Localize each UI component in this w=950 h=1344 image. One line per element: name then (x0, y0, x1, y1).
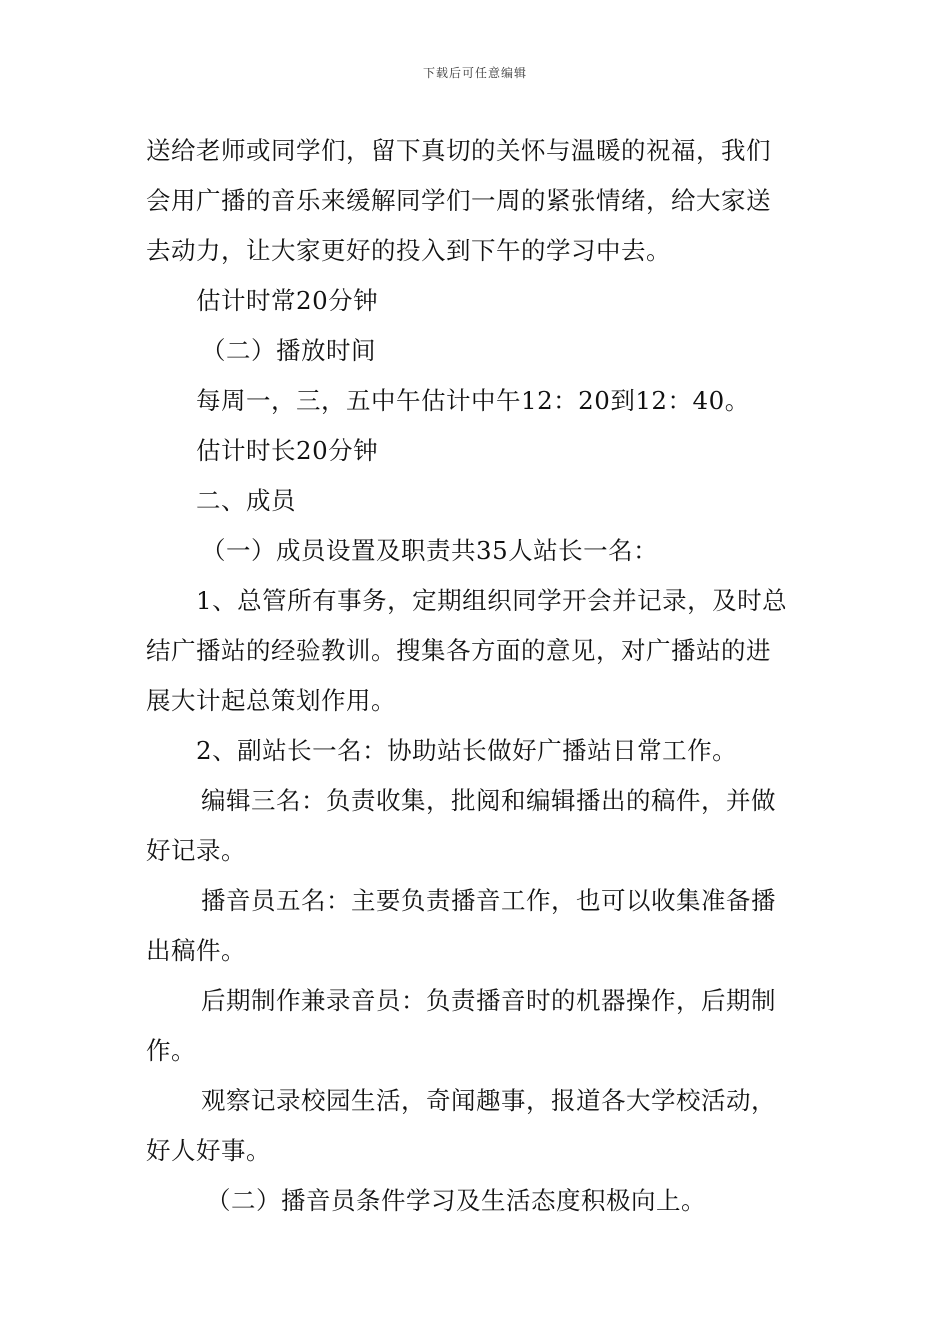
section-heading: （二）播音员条件学习及生活态度积极向上。 (206, 1186, 706, 1215)
section-heading: （二）播放时间 (201, 336, 376, 365)
paragraph-line: 会用广播的音乐来缓解同学们一周的紧张情绪，给大家送 (146, 186, 771, 215)
paragraph-line: 送给老师或同学们，留下真切的关怀与温暖的祝福，我们 (146, 136, 771, 165)
page-header: 下载后可任意编辑 (422, 66, 527, 80)
paragraph-line: 出稿件。 (146, 936, 246, 965)
section-heading: 二、成员 (196, 486, 296, 515)
section-heading: （一）成员设置及职责共35人站长一名： (201, 536, 659, 565)
paragraph-line: 1、总管所有事务，定期组织同学开会并记录，及时总 (196, 586, 788, 615)
paragraph-line: 作。 (146, 1036, 196, 1065)
paragraph-line: 后期制作兼录音员：负责播音时的机器操作，后期制 (201, 986, 776, 1015)
paragraph-line: 2、副站长一名：协助站长做好广播站日常工作。 (196, 736, 738, 765)
paragraph-line: 估计时长20分钟 (196, 436, 379, 465)
paragraph-line: 去动力，让大家更好的投入到下午的学习中去。 (146, 236, 671, 265)
paragraph-line: 结广播站的经验教训。搜集各方面的意见，对广播站的进 (146, 636, 771, 665)
paragraph-line: 好记录。 (146, 836, 246, 865)
paragraph-line: 好人好事。 (146, 1136, 271, 1165)
paragraph-line: 估计时常20分钟 (196, 286, 379, 315)
paragraph-line: 展大计起总策划作用。 (146, 686, 396, 715)
paragraph-line: 每周一，三，五中午估计中午12：20到12：40。 (196, 386, 750, 415)
paragraph-line: 编辑三名：负责收集，批阅和编辑播出的稿件，并做 (201, 786, 776, 815)
paragraph-line: 观察记录校园生活，奇闻趣事，报道各大学校活动， (201, 1086, 776, 1115)
paragraph-line: 播音员五名：主要负责播音工作，也可以收集准备播 (201, 886, 776, 915)
document-body (146, 126, 810, 1226)
